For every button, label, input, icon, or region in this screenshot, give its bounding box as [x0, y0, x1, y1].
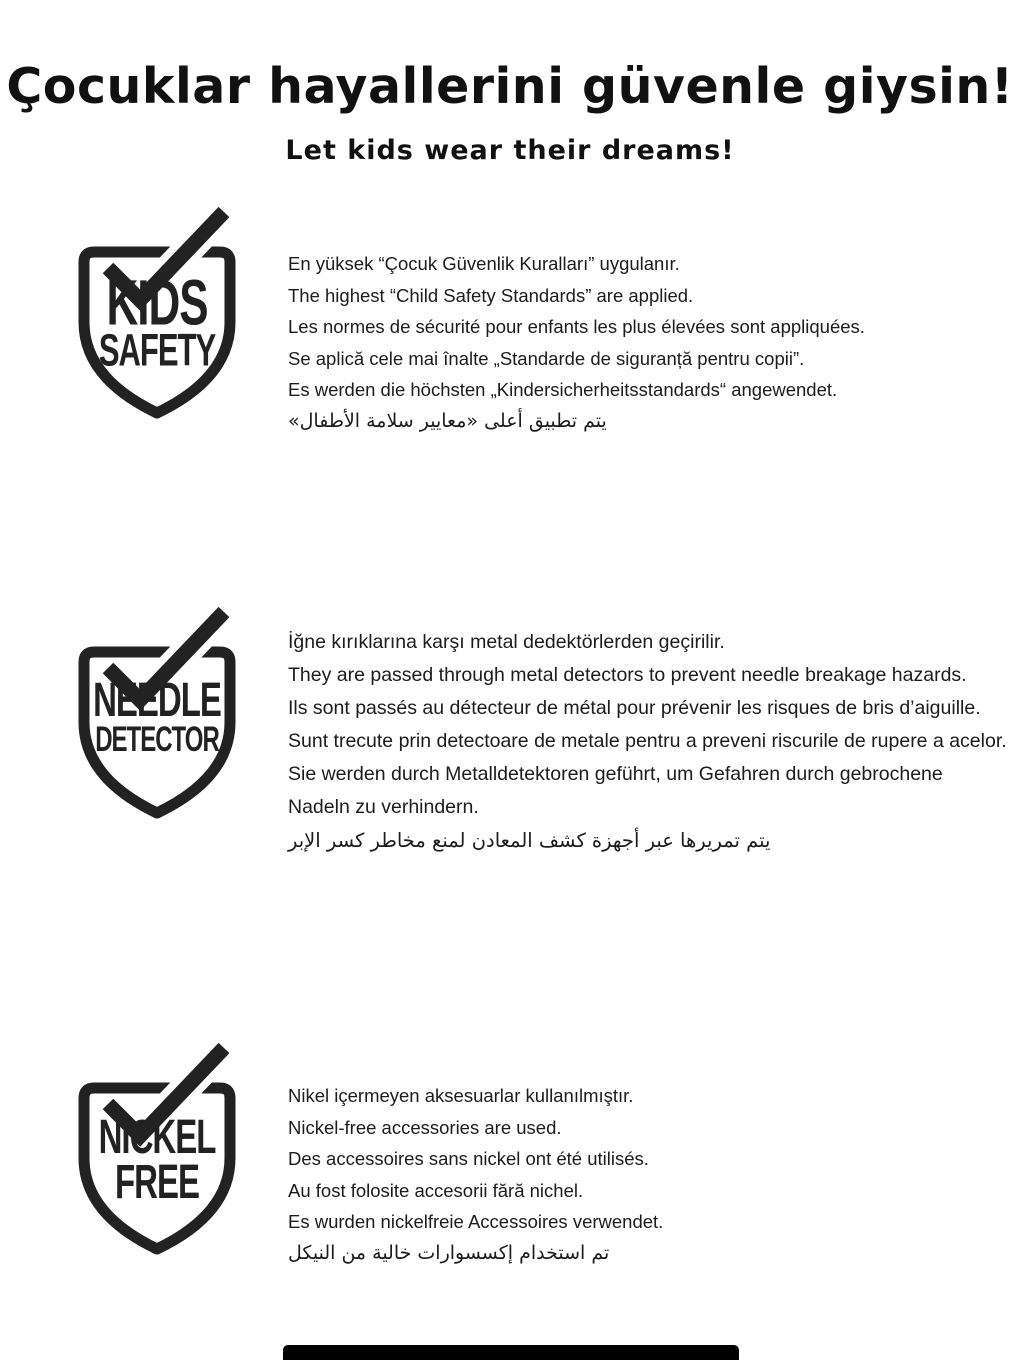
text-line-ro: Se aplică cele mai înalte „Standarde de siguranță pentru copii”.: [288, 347, 805, 369]
page-subtitle: Let kids wear their dreams!: [285, 135, 735, 166]
bottom-bar: [283, 1345, 739, 1360]
text-line-fr: Ils sont passés au détecteur de métal pour prévenir les risques de bris d’aiguille.: [288, 697, 981, 719]
kids-safety-badge: [72, 202, 242, 422]
badge-label-line2: SAFETY: [98, 324, 216, 376]
badge-label-line1: NICKEL: [98, 1109, 216, 1164]
text-line-ro: Sunt trecute prin detectoare de metale pentru a preveni riscurile de rupere a acelor.: [288, 730, 1007, 752]
text-line-fr: Des accessoires sans nickel ont été utilisés.: [288, 1148, 649, 1169]
text-line-de-1: Sie werden durch Metalldetektoren geführt, um Gefahren durch gebrochene: [288, 763, 943, 785]
needle-detector-text: [288, 602, 1007, 857]
badge-label-line1: KIDS: [106, 267, 208, 339]
badge-label-line2: FREE: [114, 1154, 199, 1209]
text-line-tr: En yüksek “Çocuk Güvenlik Kuralları” uygulanır.: [288, 253, 680, 274]
text-line-de: Es werden die höchsten „Kindersicherheitsstandards“ angewendet.: [288, 379, 838, 400]
badge-label: [72, 1109, 242, 1209]
text-line-ro: Au fost folosite accesorii fără nichel.: [288, 1179, 584, 1201]
badge-label: [72, 672, 242, 760]
section-needle-detector: [0, 602, 1020, 857]
section-nickel-free: [0, 1038, 1020, 1269]
text-line-de: Es wurden nickelfreie Accessoires verwendet.: [288, 1211, 664, 1232]
text-line-en: Nickel-free accessories are used.: [288, 1116, 562, 1138]
text-line-en: The highest “Child Safety Standards” are applied.: [288, 284, 694, 306]
badge-label-line1: NEEDLE: [93, 672, 221, 727]
needle-detector-badge: [72, 602, 242, 822]
text-line-tr: İğne kırıklarına karşı metal dedektörlerden geçirilir.: [288, 631, 725, 653]
text-line-tr: Nikel içermeyen aksesuarlar kullanılmıştır.: [288, 1085, 634, 1106]
text-line-fr: Les normes de sécurité pour enfants les plus élevées sont appliquées.: [288, 316, 865, 337]
text-line-ar: يتم تطبيق أعلى «معايير سلامة الأطفال»: [288, 409, 607, 432]
badge-label-line2: DETECTOR: [95, 720, 219, 760]
nickel-free-text: [288, 1038, 663, 1269]
kids-safety-text: [288, 202, 865, 437]
text-line-ar: تم استخدام إكسسوارات خالية من النيكل: [288, 1241, 610, 1264]
text-line-en: They are passed through metal detectors to prevent needle breakage hazards.: [288, 664, 967, 686]
nickel-free-badge: [72, 1038, 242, 1258]
page-title: Çocuklar hayallerini güvenle giysin!: [6, 58, 1014, 115]
text-line-ar: يتم تمريرها عبر أجهزة كشف المعادن لمنع مخاطر كسر الإبر: [288, 829, 771, 852]
section-kids-safety: [0, 202, 1020, 437]
page-header: [0, 0, 1020, 166]
text-line-de-2: Nadeln zu verhindern.: [288, 796, 479, 818]
badge-label: [72, 267, 242, 376]
